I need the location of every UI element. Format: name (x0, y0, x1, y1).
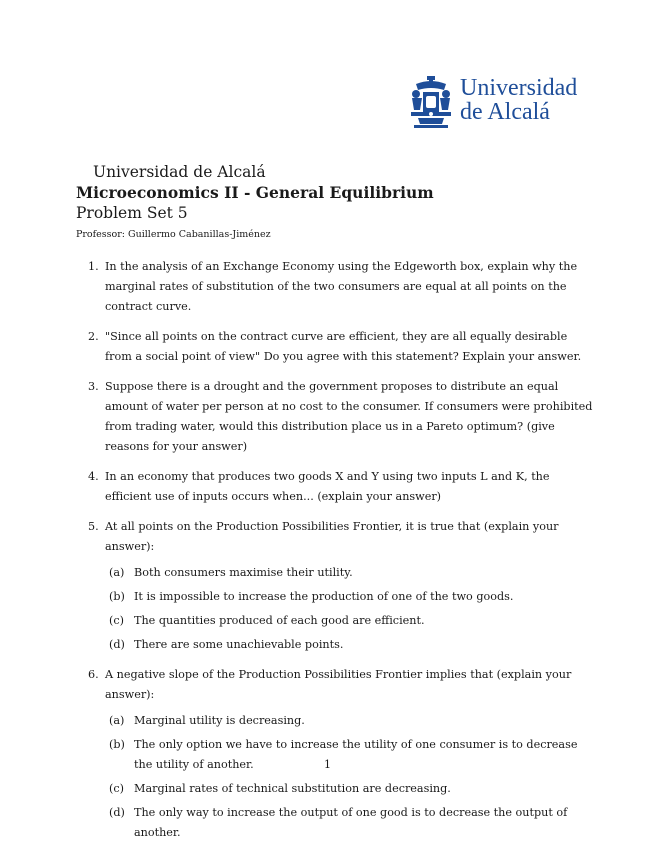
problem-set-title: Problem Set 5 (76, 204, 188, 222)
option-text: The quantities produced of each good are efficient. (134, 614, 425, 627)
option-text: It is impossible to increase the production of one of the two goods. (134, 590, 514, 603)
option-item (109, 779, 597, 799)
university-logo (408, 75, 578, 130)
option-label: (c) (109, 782, 124, 795)
course-title: Microeconomics II - General Equilibrium (76, 183, 434, 202)
option-list (105, 711, 593, 843)
university-name: Universidad de Alcalá (93, 163, 266, 181)
option-text: Both consumers maximise their utility. (134, 566, 353, 579)
question-text: "Since all points on the contract curve are efficient, they are all equally desirable from a social point of view" Do you agree with this statement? Explain your answer. (105, 330, 582, 363)
question-number: 2. (88, 330, 99, 343)
question-text: In an economy that produces two goods X and Y using two inputs L and K, the efficient use of inputs occurs when... (explain your answer) (105, 470, 550, 503)
option-item (109, 711, 597, 731)
question-item (88, 257, 593, 317)
option-label: (a) (109, 566, 125, 579)
option-item (109, 611, 597, 631)
option-label: (b) (109, 590, 125, 603)
option-label: (c) (109, 614, 124, 627)
option-label: (a) (109, 714, 125, 727)
option-text: The only way to increase the output of one good is to decrease the output of another. (134, 806, 568, 839)
coat-of-arms-icon (408, 76, 454, 130)
question-item (88, 517, 593, 655)
option-text: Marginal utility is decreasing. (134, 714, 305, 727)
option-item (109, 587, 597, 607)
question-item (88, 377, 593, 457)
option-label: (d) (109, 638, 125, 651)
page-number: 1 (324, 758, 331, 771)
logo-line-1: Universidad (460, 75, 578, 101)
document-header (76, 162, 596, 242)
option-label: (d) (109, 806, 125, 819)
logo-wordmark (460, 76, 577, 124)
option-item (109, 803, 597, 843)
question-number: 4. (88, 470, 99, 483)
question-number: 3. (88, 380, 99, 393)
option-item (109, 563, 597, 583)
professor-name: Professor: Guillermo Cabanillas-Jiménez (76, 229, 271, 240)
question-item (88, 665, 593, 843)
option-list (105, 563, 593, 655)
question-list (88, 257, 593, 843)
option-text: The only option we have to increase the utility of one consumer is to decrease the utility of another. (134, 738, 578, 771)
question-number: 6. (88, 668, 99, 681)
question-text: At all points on the Production Possibilities Frontier, it is true that (explain your answer): (105, 520, 559, 553)
question-item (88, 327, 593, 367)
option-item (109, 635, 597, 655)
option-text: There are some unachievable points. (134, 638, 344, 651)
question-text: Suppose there is a drought and the government proposes to distribute an equal amount of water per person at no cost to the consumer. If consumers were prohibited from trading water, would this distribution place us in a Pareto optimum? (give reasons for your answer) (105, 380, 593, 453)
question-text: In the analysis of an Exchange Economy using the Edgeworth box, explain why the marginal rates of substitution of the two consumers are equal at all points on the contract curve. (105, 260, 578, 313)
question-number: 5. (88, 520, 99, 533)
question-item (88, 467, 593, 507)
question-text: A negative slope of the Production Possibilities Frontier implies that (explain your answer): (105, 668, 572, 701)
option-label: (b) (109, 738, 125, 751)
logo-line-2: de Alcalá (460, 99, 550, 125)
question-number: 1. (88, 260, 99, 273)
option-text: Marginal rates of technical substitution are decreasing. (134, 782, 451, 795)
